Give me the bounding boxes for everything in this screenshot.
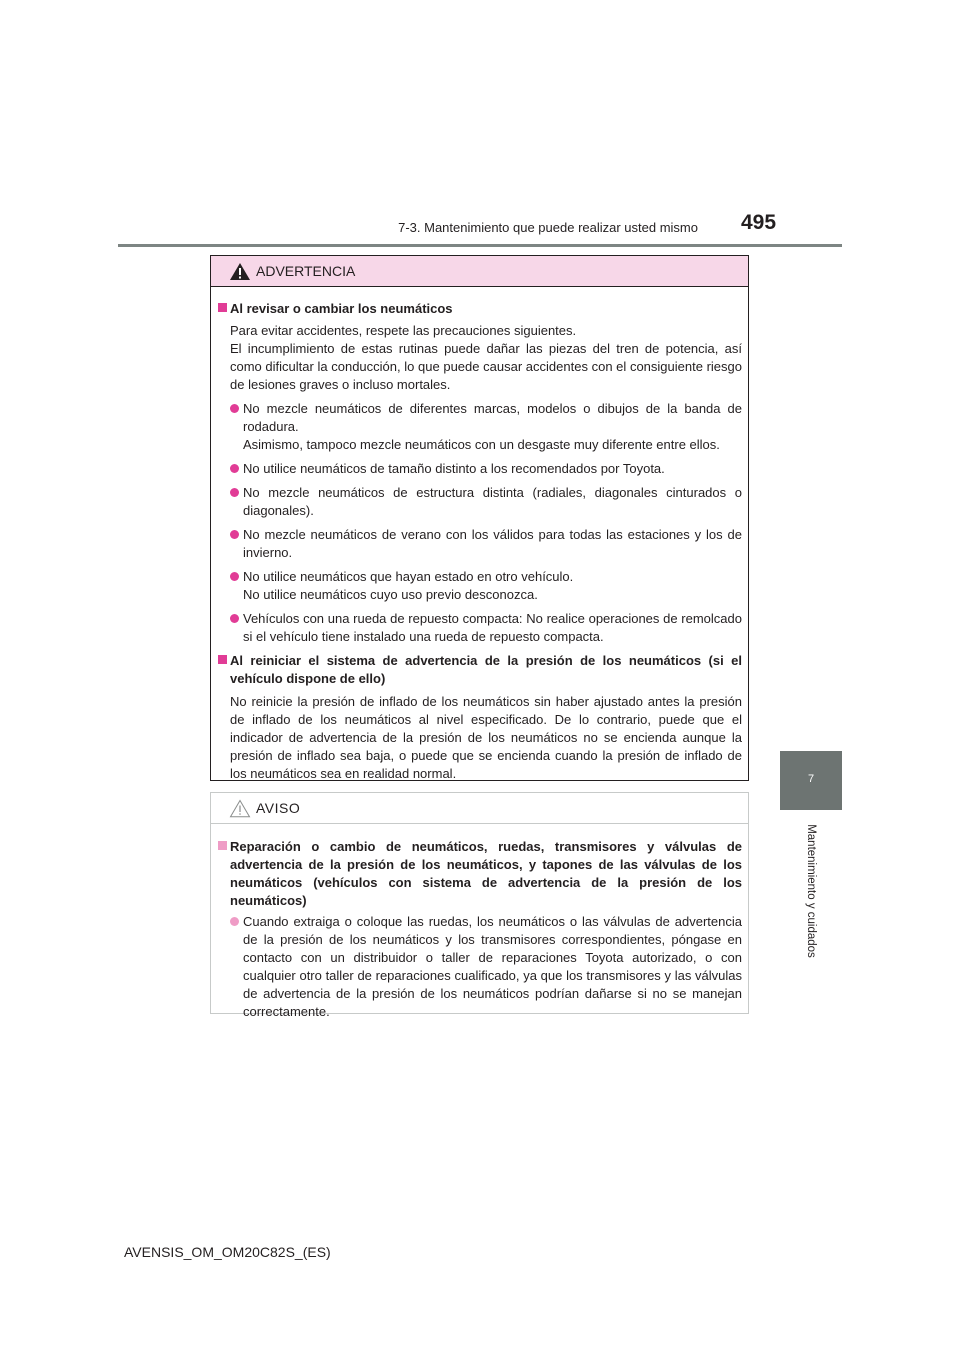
paragraph: No reinicie la presión de inflado de los neumáticos sin haber ajustado antes la presión de inflado de los neumáticos al nivel especificado. De lo contrario, puede que el indicador de advertencia de la presión de los neumáticos no se encienda aunque la presión de inflado sea baja, o puede que se encienda cuando la presión de inflado de los neumáticos sea en realidad normal. bbox=[230, 694, 742, 781]
list-item-text: No mezcle neumáticos de estructura distinta (radiales, diagonales cinturados o diagonales). bbox=[243, 485, 742, 518]
round-bullet-icon bbox=[230, 530, 239, 539]
list-item-text: No mezcle neumáticos de verano con los válidos para todas las estaciones y los de invierno. bbox=[243, 527, 742, 560]
warning-section-title bbox=[220, 652, 742, 688]
round-bullet-icon bbox=[230, 917, 239, 926]
paragraph: Para evitar accidentes, respete las precauciones siguientes. bbox=[230, 323, 577, 338]
warning-box-header bbox=[211, 256, 748, 287]
chapter-tab bbox=[780, 751, 842, 810]
section-title-text: Reparación o cambio de neumáticos, ruedas, transmisores y válvulas de advertencia de la presión de los neumáticos, y tapones de las válvulas de los neumáticos (vehículos con sistema de advertencia de la presión de los neumáticos) bbox=[230, 839, 742, 908]
section-title-text: Al reiniciar el sistema de advertencia de la presión de los neumáticos (si el vehículo dispone de ello) bbox=[230, 653, 742, 686]
list-item-text: No utilice neumáticos de tamaño distinto a los recomendados por Toyota. bbox=[243, 461, 665, 476]
chapter-number: 7 bbox=[807, 773, 815, 785]
round-bullet-icon bbox=[230, 464, 239, 473]
square-bullet-icon bbox=[218, 841, 227, 850]
round-bullet-icon bbox=[230, 614, 239, 623]
square-bullet-icon bbox=[218, 655, 227, 664]
list-item-text: Cuando extraiga o coloque las ruedas, los neumáticos o las válvulas de advertencia de la presión de los neumáticos y los transmisores correspondientes, póngase en contacto con un distribuidor o taller de reparaciones Toyota autorizado, o con cualquier otro taller de reparaciones cualificado, ya que los transmisores y las válvulas de advertencia de la presión de los neumáticos podrían dañarse si no se manejan correctamente. bbox=[243, 914, 742, 1019]
list-item bbox=[220, 460, 742, 478]
header-divider bbox=[118, 244, 842, 247]
round-bullet-icon bbox=[230, 488, 239, 497]
notice-body bbox=[211, 824, 748, 1021]
section-header-title: 7-3. Mantenimiento que puede realizar usted mismo bbox=[398, 220, 698, 235]
list-item bbox=[220, 913, 742, 1021]
square-bullet-icon bbox=[218, 303, 227, 312]
round-bullet-icon bbox=[230, 404, 239, 413]
list-item-text: No utilice neumáticos cuyo uso previo desconozca. bbox=[243, 587, 538, 602]
list-item bbox=[220, 400, 742, 454]
list-item bbox=[220, 568, 742, 604]
list-item-text: Asimismo, tampoco mezcle neumáticos con un desgaste muy diferente entre ellos. bbox=[243, 437, 720, 452]
paragraph: El incumplimiento de estas rutinas puede dañar las piezas del tren de potencia, así como dificultar la conducción, lo que puede causar accidentes con el consiguiente riesgo de lesiones graves o incluso mortales. bbox=[230, 341, 742, 392]
list-item-text: No mezcle neumáticos de diferentes marcas, modelos o dibujos de la banda de rodadura. bbox=[243, 401, 742, 434]
chapter-side-title: Mantenimiento y cuidados bbox=[805, 824, 817, 958]
list-item bbox=[220, 610, 742, 646]
list-item bbox=[220, 526, 742, 562]
notice-triangle-icon bbox=[229, 799, 251, 818]
round-bullet-icon bbox=[230, 572, 239, 581]
notice-box-header bbox=[211, 793, 748, 824]
notice-section-title bbox=[220, 838, 742, 910]
list-item-text: Vehículos con una rueda de repuesto compacta: No realice operaciones de remolcado si el vehículo tiene instalado una rueda de repuesto compacta. bbox=[243, 611, 742, 644]
page-number: 495 bbox=[741, 211, 777, 234]
notice-box bbox=[210, 792, 749, 1019]
warning-triangle-icon bbox=[229, 262, 251, 281]
warning-body bbox=[211, 287, 748, 783]
warning-box bbox=[210, 255, 749, 781]
list-item bbox=[220, 484, 742, 520]
notice-label: AVISO bbox=[256, 800, 301, 816]
section-title-text: Al revisar o cambiar los neumáticos bbox=[230, 301, 453, 316]
warning-label: ADVERTENCIA bbox=[256, 263, 356, 279]
warning-section-title bbox=[220, 300, 742, 318]
document-code: AVENSIS_OM_OM20C82S_(ES) bbox=[124, 1244, 331, 1260]
list-item-text: No utilice neumáticos que hayan estado en otro vehículo. bbox=[243, 569, 574, 584]
